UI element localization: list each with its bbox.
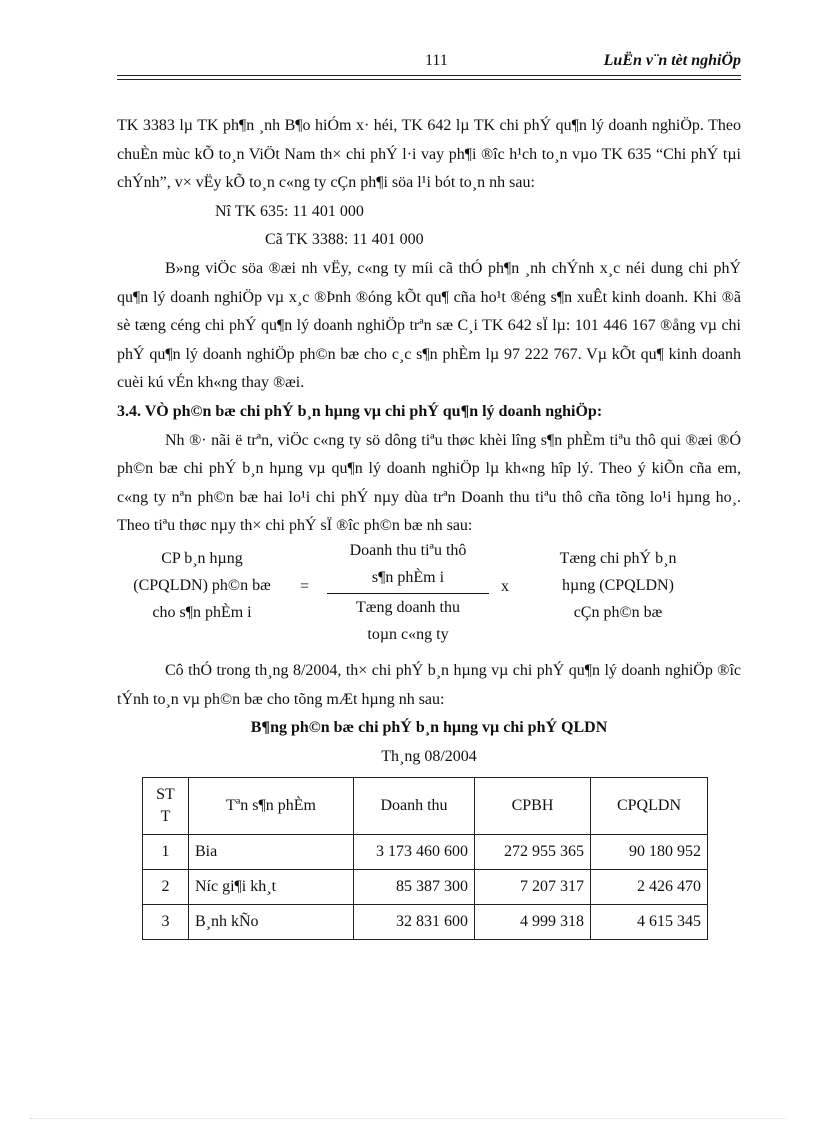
formula-right-side [525,545,711,626]
formula-equals-sign: = [300,577,310,595]
formula-left-line: CP b¸n hµng [161,549,243,567]
cell-stt: 1 [143,835,189,870]
cell-revenue: 3 173 460 600 [354,835,475,870]
table-header-row [143,778,708,835]
formula-numerator-line: Doanh thu tiªu thô [349,541,467,559]
header-rule-thin [117,79,741,80]
document-body [117,112,741,940]
paragraph-correction-result: B»ng viÖc söa ®æi nh vËy, c«ng ty míi cã thÓ ph¶n ¸nh chÝnh x¸c néi dung chi phÝ qu¶n lý doanh nghiÖp vµ x¸c ®Þnh ®óng kÕt qu¶ cña ho¹t ®éng s¶n xuÊt kinh doanh. Khi ®ã sè tæng céng chi phÝ qu¶n lý doanh nghiÖp trªn sæ C¸i TK 642 sÏ lµ: 101 446 167 ®ång vµ chi phÝ qu¶n lý doanh nghiÖp ph©n bæ cho c¸c s¶n phÈm lµ 97 222 767. Vµ kÕt qu¶ kinh doanh cuèi kú vÉn kh«ng thay ®æi. [117,259,741,392]
header-rule-thick [117,75,741,76]
formula-right-line: cÇn ph©n bæ [573,603,663,621]
allocation-table [142,777,708,940]
header-stt [143,778,189,835]
cell-cpqldn: 2 426 470 [591,870,708,905]
table-row [143,870,708,905]
formula-times-sign: x [501,577,509,595]
formula-left-line: (CPQLDN) ph©n bæ [133,576,271,594]
cell-cpbh: 4 999 318 [475,905,591,940]
cell-product-name: Bia [189,835,354,870]
formula-fraction [327,537,489,648]
cell-cpqldn: 4 615 345 [591,905,708,940]
page-number: 111 [425,52,448,69]
header-stt-line: T [160,808,171,826]
formula-right-line: Tæng chi phÝ b¸n [559,549,677,567]
running-title: LuËn v¨n tèt nghiÖp [603,52,741,69]
cell-cpbh: 7 207 317 [475,870,591,905]
formula-numerator-line: s¶n phÈm i [371,568,445,586]
table-row [143,835,708,870]
table-title: B¶ng ph©n bæ chi phÝ b¸n hµng vµ chi phÝ QLDN [250,719,608,737]
journal-entry-debit: Nî TK 635: 11 401 000 [215,202,364,220]
header-cpqldn: CPQLDN [591,778,708,835]
page-bottom-dotted-edge [30,1118,786,1119]
paragraph-august-calculation: Cô thÓ trong th¸ng 8/2004, th× chi phÝ b¸n hµng vµ chi phÝ qu¶n lý doanh nghiÖp ®îc tÝnh to¸n vµ ph©n bæ cho tõng mÆt hµng nh sau: [117,661,741,708]
cell-product-name: B¸nh kÑo [189,905,354,940]
cell-revenue: 32 831 600 [354,905,475,940]
formula-left-line: cho s¶n phÈm i [152,603,252,621]
header-cpbh: CPBH [475,778,591,835]
formula-right-line: hµng (CPQLDN) [562,576,674,594]
header-stt-line: ST [156,786,175,804]
section-heading: 3.4. VÒ ph©n bæ chi phÝ b¸n hµng vµ chi phÝ qu¶n lý doanh nghiÖp: [117,402,603,420]
table-subtitle: Th¸ng 08/2004 [381,747,477,765]
allocation-formula [117,543,741,657]
cell-product-name: Níc gi¶i kh¸t [189,870,354,905]
formula-denominator-line: Tæng doanh thu [356,598,460,616]
header-product-name: Tªn s¶n phÈm [189,778,354,835]
table-row [143,905,708,940]
formula-left-side [117,545,287,626]
paragraph-allocation-method: Nh ®· nãi ë trªn, viÖc c«ng ty sö dông tiªu thøc khèi lîng s¶n phÈm tiªu thô qui ®æi ®Ó ph©n bæ chi phÝ b¸n hµng vµ qu¶n lý doanh nghiÖp lµ kh«ng hîp lý. Theo ý kiÕn cña em, c«ng ty nªn ph©n bæ hai lo¹i chi phÝ nµy dùa trªn Doanh thu tiªu thô cña tõng lo¹i hµng ho¸. Theo tiªu thøc nµy th× chi phÝ sÏ ®îc ph©n bæ nh sau: [117,431,741,535]
cell-revenue: 85 387 300 [354,870,475,905]
page-header [117,44,741,78]
header-revenue: Doanh thu [354,778,475,835]
cell-stt: 2 [143,870,189,905]
paragraph-account-explanation: TK 3383 lµ TK ph¶n ¸nh B¶o hiÓm x· héi, TK 642 lµ TK chi phÝ qu¶n lý doanh nghiÖp. Theo chuÈn mùc kÕ to¸n ViÖt Nam th× chi phÝ l·i vay ph¶i ®îc h¹ch to¸n vµo TK 635 “Chi phÝ tµi chÝnh”, v× vËy kÕ to¸n c«ng ty cÇn ph¶i söa l¹i bót to¸n nh sau: [117,117,741,192]
journal-entry-credit: Cã TK 3388: 11 401 000 [265,231,424,249]
cell-cpqldn: 90 180 952 [591,835,708,870]
cell-stt: 3 [143,905,189,940]
cell-cpbh: 272 955 365 [475,835,591,870]
formula-denominator-line: toµn c«ng ty [367,625,449,643]
